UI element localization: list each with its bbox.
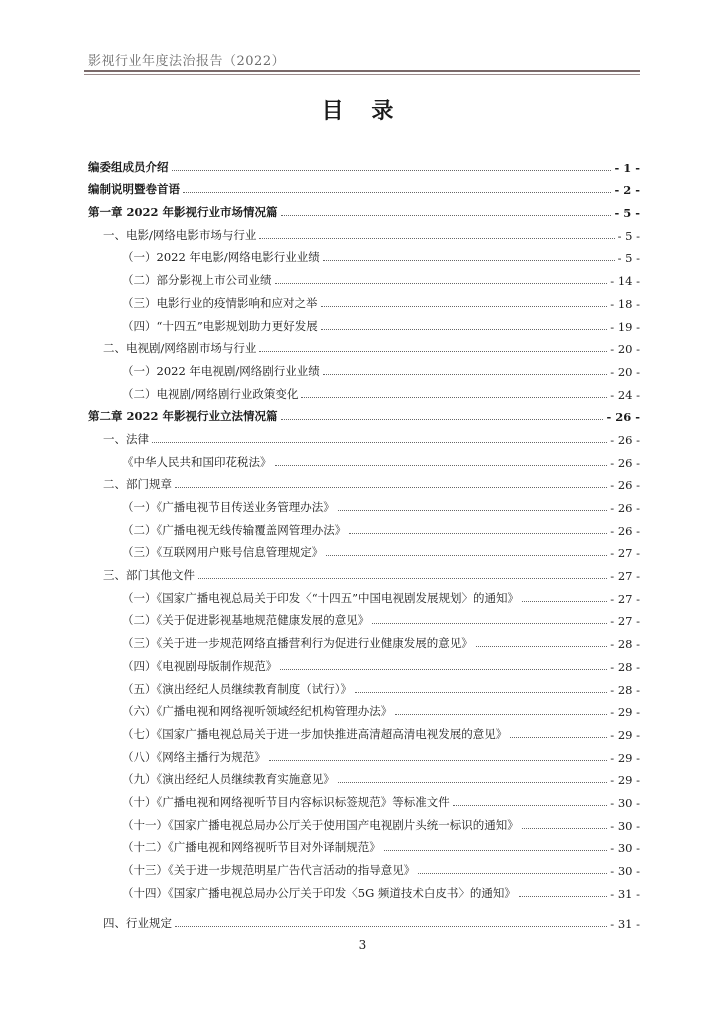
toc-entry-page: - 14 - xyxy=(610,274,640,289)
toc-dot-leader xyxy=(152,442,607,443)
toc-entry-label: （十四）《国家广播电视总局办公厅关于印发〈5G 频道技术白皮书〉的通知》 xyxy=(122,885,516,900)
toc-entry-page: - 26 - xyxy=(606,410,640,425)
toc-entry-label: （二）《广播电视无线传输覆盖网管理办法》 xyxy=(122,522,347,537)
toc-entry-page: - 27 - xyxy=(610,591,640,606)
toc-entry[interactable] xyxy=(88,175,640,198)
toc-entry[interactable] xyxy=(88,878,640,901)
toc-entry[interactable] xyxy=(88,628,640,651)
toc-dot-leader xyxy=(476,646,608,647)
toc-entry[interactable] xyxy=(88,538,640,561)
toc-entry[interactable] xyxy=(88,356,640,379)
toc-entry-label: （一）2022 年电视剧/网络剧行业业绩 xyxy=(122,363,320,378)
toc-entry-page: - 24 - xyxy=(610,387,640,402)
toc-dot-leader xyxy=(355,692,607,693)
toc-dot-leader xyxy=(522,601,607,602)
toc-entry-label: （十三）《关于进一步规范明星广告代言活动的指导意见》 xyxy=(122,863,416,877)
toc-dot-leader xyxy=(175,487,607,488)
toc-entry-page: - 26 - xyxy=(610,501,640,515)
toc-entry[interactable] xyxy=(88,560,640,583)
toc-entry-label: 三、部门其他文件 xyxy=(103,568,195,583)
toc-dot-leader xyxy=(326,555,607,556)
toc-entry[interactable] xyxy=(88,697,640,720)
toc-dot-leader xyxy=(384,850,608,851)
toc-entry-page: - 5 - xyxy=(617,251,640,266)
toc-entry-page: - 29 - xyxy=(610,750,640,765)
toc-dot-leader xyxy=(175,926,607,927)
toc-dot-leader xyxy=(259,351,607,352)
toc-entry-page: - 27 - xyxy=(610,546,640,561)
toc-entry-page: - 29 - xyxy=(610,705,640,720)
toc-entry-page: - 5 - xyxy=(614,206,640,221)
toc-dot-leader xyxy=(269,760,608,761)
toc-entry[interactable] xyxy=(88,651,640,674)
toc-entry[interactable] xyxy=(88,515,640,538)
toc-entry[interactable] xyxy=(88,288,640,311)
toc-dot-leader xyxy=(453,805,608,806)
toc-entry[interactable] xyxy=(88,855,640,878)
toc-entry-page: - 20 - xyxy=(610,364,640,379)
toc-entry[interactable] xyxy=(88,243,640,266)
toc-entry-page: - 28 - xyxy=(610,659,640,674)
toc-entry-label: （十）《广播电视和网络视听节目内容标识标签规范》等标准文件 xyxy=(122,794,450,809)
toc-entry-page: - 1 - xyxy=(614,160,640,175)
toc-entry[interactable] xyxy=(88,447,640,470)
toc-entry-label: （二）《关于促进影视基地规范健康发展的意见》 xyxy=(122,613,370,628)
toc-entry-label: 一、电影/网络电影市场与行业 xyxy=(103,227,257,242)
toc-entry-label: （四）“十四五”电影规划助力更好发展 xyxy=(122,318,318,333)
toc-dot-leader xyxy=(323,374,607,375)
page-title: 目 录 xyxy=(321,98,404,124)
toc-entry-page: - 26 - xyxy=(610,455,640,470)
toc-entry-label: （十二）《广播电视和网络视听节目对外译制规范》 xyxy=(122,840,381,855)
toc-entry-label: （一）2022 年电影/网络电影行业业绩 xyxy=(122,250,320,265)
toc-entry-page: - 5 - xyxy=(617,228,640,243)
toc-entry-page: - 30 - xyxy=(610,864,640,878)
toc-entry-page: - 29 - xyxy=(610,773,640,788)
toc-entry-page: - 26 - xyxy=(610,523,640,538)
toc-entry[interactable] xyxy=(88,152,640,175)
toc-entry[interactable] xyxy=(88,197,640,220)
table-of-contents xyxy=(88,152,640,931)
toc-entry[interactable] xyxy=(88,402,640,425)
toc-entry-label: 二、部门规章 xyxy=(103,477,172,492)
toc-entry[interactable] xyxy=(88,492,640,515)
toc-dot-leader xyxy=(275,465,608,466)
toc-dot-leader xyxy=(510,737,607,738)
toc-entry-page: - 31 - xyxy=(610,886,640,901)
toc-entry-page: - 28 - xyxy=(610,682,640,697)
toc-entry[interactable] xyxy=(88,909,640,932)
toc-dot-leader xyxy=(395,714,607,715)
toc-entry-page: - 30 - xyxy=(610,841,640,856)
toc-entry-label: 一、法律 xyxy=(103,431,149,446)
toc-dot-leader xyxy=(301,397,607,398)
toc-entry-label: （四）《电视剧母版制作规范》 xyxy=(122,658,278,673)
toc-entry-page: - 30 - xyxy=(610,795,640,810)
toc-dot-leader xyxy=(321,329,608,330)
toc-entry-label: 编制说明暨卷首语 xyxy=(88,182,180,197)
toc-entry[interactable] xyxy=(88,470,640,493)
toc-dot-leader xyxy=(275,283,608,284)
toc-dot-leader xyxy=(281,419,604,420)
toc-entry-label: （七）《国家广播电视总局关于进一步加快推进高清超高清电视发展的意见》 xyxy=(122,726,508,741)
toc-dot-leader xyxy=(321,306,608,307)
toc-dot-leader xyxy=(338,510,608,511)
toc-entry-page: - 20 - xyxy=(610,342,640,357)
toc-dot-leader xyxy=(349,533,607,534)
toc-entry-label: （一）《国家广播电视总局关于印发〈“十四五”中国电视剧发展规划〉的通知》 xyxy=(122,590,520,605)
toc-entry-label: （一）《广播电视节目传送业务管理办法》 xyxy=(122,500,335,514)
toc-entry[interactable] xyxy=(88,583,640,606)
toc-entry-page: - 30 - xyxy=(610,818,640,833)
toc-entry-page: - 28 - xyxy=(610,637,640,652)
toc-entry-label: （六）《广播电视和网络视听领域经纪机构管理办法》 xyxy=(122,704,393,719)
toc-entry[interactable] xyxy=(88,833,640,856)
toc-entry[interactable] xyxy=(88,379,640,402)
toc-dot-leader xyxy=(183,192,611,193)
toc-entry[interactable] xyxy=(88,719,640,742)
toc-entry[interactable] xyxy=(88,265,640,288)
toc-dot-leader xyxy=(522,828,608,829)
toc-dot-leader xyxy=(198,578,607,579)
toc-dot-leader xyxy=(519,896,607,897)
toc-entry[interactable] xyxy=(88,606,640,629)
toc-entry-label: （三）《互联网用户账号信息管理规定》 xyxy=(122,545,324,560)
toc-entry[interactable] xyxy=(88,765,640,788)
toc-entry-label: 二、电视剧/网络剧市场与行业 xyxy=(103,341,257,356)
header-rule xyxy=(84,70,640,72)
toc-entry-page: - 27 - xyxy=(610,614,640,629)
toc-entry[interactable] xyxy=(88,810,640,833)
toc-entry[interactable] xyxy=(88,742,640,765)
toc-entry[interactable] xyxy=(88,220,640,243)
toc-entry-label: 第一章 2022 年影视行业市场情况篇 xyxy=(88,205,278,220)
toc-entry-page: - 19 - xyxy=(610,319,640,334)
toc-entry-label: （二）电视剧/网络剧行业政策变化 xyxy=(122,386,299,401)
toc-entry-page: - 26 - xyxy=(610,478,640,493)
header-rule-thin xyxy=(84,74,640,75)
running-header-title: 影视行业年度法治报告（2022） xyxy=(88,54,286,69)
toc-entry-page: - 29 - xyxy=(610,727,640,742)
toc-entry-page: - 27 - xyxy=(610,569,640,584)
toc-dot-leader xyxy=(172,170,612,171)
toc-entry-label: （三）《关于进一步规范网络直播营利行为促进行业健康发展的意见》 xyxy=(122,636,473,651)
toc-entry[interactable] xyxy=(88,311,640,334)
page-number: 3 xyxy=(358,938,367,952)
toc-entry[interactable] xyxy=(88,787,640,810)
toc-entry[interactable] xyxy=(88,334,640,357)
toc-entry-label: （三）电影行业的疫情影响和应对之举 xyxy=(122,295,318,310)
toc-entry-label: （八）《网络主播行为规范》 xyxy=(122,749,266,764)
toc-dot-leader xyxy=(280,669,607,670)
toc-dot-leader xyxy=(323,260,615,261)
toc-entry-label: （五）《演出经纪人员继续教育制度（试行）》 xyxy=(122,681,352,696)
toc-dot-leader xyxy=(338,782,608,783)
toc-entry-label: （十一）《国家广播电视总局办公厅关于使用国产电视剧片头统一标识的通知》 xyxy=(122,817,519,832)
toc-entry-label: 《中华人民共和国印花税法》 xyxy=(122,454,272,469)
toc-entry-label: 第二章 2022 年影视行业立法情况篇 xyxy=(88,409,278,424)
toc-entry-label: 四、行业规定 xyxy=(103,916,172,931)
toc-entry-page: - 26 - xyxy=(610,432,640,447)
toc-entry[interactable] xyxy=(88,424,640,447)
toc-entry-label: 编委组成员介绍 xyxy=(88,159,169,174)
toc-dot-leader xyxy=(418,873,607,874)
toc-entry-label: （九）《演出经纪人员继续教育实施意见》 xyxy=(122,772,335,787)
toc-entry-page: - 18 - xyxy=(610,296,640,311)
toc-dot-leader xyxy=(372,623,607,624)
toc-entry-page: - 31 - xyxy=(610,917,640,932)
toc-dot-leader xyxy=(281,215,612,216)
toc-entry-page: - 2 - xyxy=(614,183,640,198)
toc-entry-label: （二）部分影视上市公司业绩 xyxy=(122,273,272,288)
toc-entry[interactable] xyxy=(88,674,640,697)
toc-dot-leader xyxy=(259,238,614,239)
